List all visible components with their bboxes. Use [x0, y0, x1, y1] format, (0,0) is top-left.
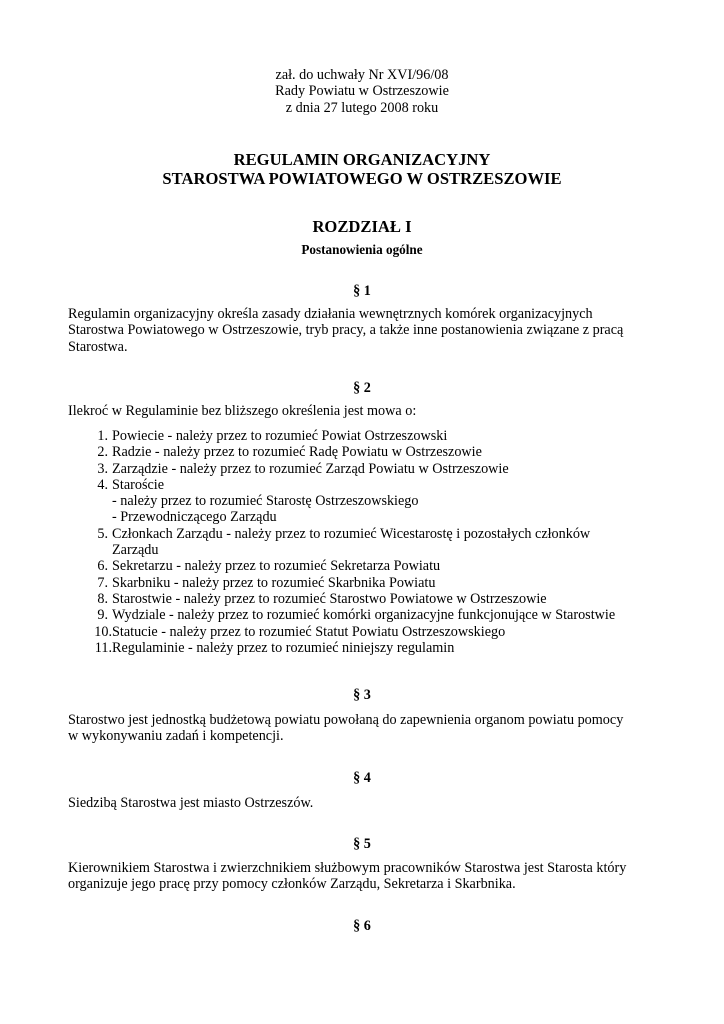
list-item: [84, 558, 664, 574]
section-mark-1: § 1: [353, 283, 371, 299]
list-item: [84, 624, 664, 640]
list-number: 7.: [97, 574, 108, 591]
list-item: [84, 640, 664, 656]
list-number: 8.: [97, 590, 108, 607]
section-mark-4: § 4: [353, 770, 371, 786]
list-number: 3.: [97, 460, 108, 477]
annotation-line: z dnia 27 lutego 2008 roku: [285, 99, 439, 116]
list-item: [84, 444, 664, 460]
section-2-intro: [68, 403, 668, 419]
list-item: [84, 526, 664, 559]
list-number: 6.: [97, 558, 108, 575]
section-mark-5: § 5: [353, 836, 371, 852]
list-item-text: Radzie - należy przez to rozumieć Radę Powiatu w Ostrzeszowie: [112, 444, 482, 461]
annotation-line: zał. do uchwały Nr XVI/96/08: [275, 67, 449, 83]
section-1-text: [68, 306, 668, 355]
list-item: [84, 591, 664, 607]
list-item-text: - należy przez to rozumieć Starostę Ostrzeszowskiego: [112, 493, 419, 510]
title-line: STAROSTWA POWIATOWEGO W OSTRZESZOWIE: [162, 169, 562, 188]
list-item-text: Sekretarzu - należy przez to rozumieć Sekretarza Powiatu: [112, 558, 441, 575]
paragraph-line: Regulamin organizacyjny określa zasady działania wewnętrznych komórek organizacyjnych: [68, 306, 593, 322]
list-item-text: Powiecie - należy przez to rozumieć Powiat Ostrzeszowski: [112, 428, 448, 444]
chapter-heading: ROZDZIAŁ I: [312, 217, 412, 236]
list-item: [84, 477, 664, 526]
list-number: 5.: [97, 525, 108, 542]
list-item-text: Statucie - należy przez to rozumieć Statut Powiatu Ostrzeszowskiego: [112, 623, 506, 640]
resolution-annotation: [0, 67, 724, 116]
list-item-text: - Przewodniczącego Zarządu: [112, 509, 277, 526]
list-item-text: Skarbniku - należy przez to rozumieć Skarbnika Powiatu: [112, 574, 436, 591]
annotation-line: Rady Powiatu w Ostrzeszowie: [275, 83, 449, 100]
list-number: 2.: [97, 444, 108, 461]
paragraph-line: w wykonywaniu zadań i kompetencji.: [68, 728, 284, 745]
chapter-subtitle: Postanowienia ogólne: [301, 242, 423, 257]
section-3-text: [68, 712, 668, 745]
paragraph-line: organizuje jego pracę przy pomocy członków Zarządu, Sekretarza i Skarbnika.: [68, 876, 516, 893]
list-item: [84, 575, 664, 591]
list-number: 11.: [94, 639, 112, 656]
list-item-text: Wydziale - należy przez to rozumieć komórki organizacyjne funkcjonujące w Starostwie: [112, 607, 616, 624]
list-item: [84, 607, 664, 623]
list-item: [84, 461, 664, 477]
definitions-list: [84, 428, 664, 656]
paragraph-line: Kierownikiem Starostwa i zwierzchnikiem służbowym pracowników Starostwa jest Starosta który: [68, 860, 627, 876]
section-mark-2: § 2: [353, 380, 371, 396]
list-item-text: Starostwie - należy przez to rozumieć Starostwo Powiatowe w Ostrzeszowie: [112, 590, 547, 607]
list-item-text: Zarządu: [112, 542, 159, 559]
paragraph-line: Starostwa.: [68, 338, 128, 355]
document-title: [0, 150, 724, 188]
list-item-text: Zarządzie - należy przez to rozumieć Zarząd Powiatu w Ostrzeszowie: [112, 460, 509, 477]
list-number: 1.: [97, 428, 108, 444]
title-line: REGULAMIN ORGANIZACYJNY: [233, 150, 491, 169]
list-item-text: Staroście: [112, 476, 165, 493]
list-number: 9.: [97, 607, 108, 624]
list-number: 4.: [97, 476, 108, 493]
paragraph-line: Ilekroć w Regulaminie bez bliższego określenia jest mowa o:: [68, 403, 417, 419]
list-item: [84, 428, 664, 444]
section-5-text: [68, 860, 668, 893]
list-item-text: Członkach Zarządu - należy przez to rozumieć Wicestarostę i pozostałych członków: [112, 525, 591, 542]
section-4-text: [68, 795, 668, 811]
list-number: 10.: [94, 623, 112, 640]
paragraph-line: Siedzibą Starostwa jest miasto Ostrzeszów.: [68, 795, 314, 811]
list-item-text: Regulaminie - należy przez to rozumieć niniejszy regulamin: [112, 639, 455, 656]
paragraph-line: Starostwo jest jednostką budżetową powiatu powołaną do zapewnienia organom powiatu pomocy: [68, 712, 624, 728]
section-mark-6: § 6: [353, 918, 371, 934]
section-mark-3: § 3: [353, 687, 371, 703]
paragraph-line: Starostwa Powiatowego w Ostrzeszowie, tryb pracy, a także inne postanowienia związane z pracą: [68, 322, 624, 339]
